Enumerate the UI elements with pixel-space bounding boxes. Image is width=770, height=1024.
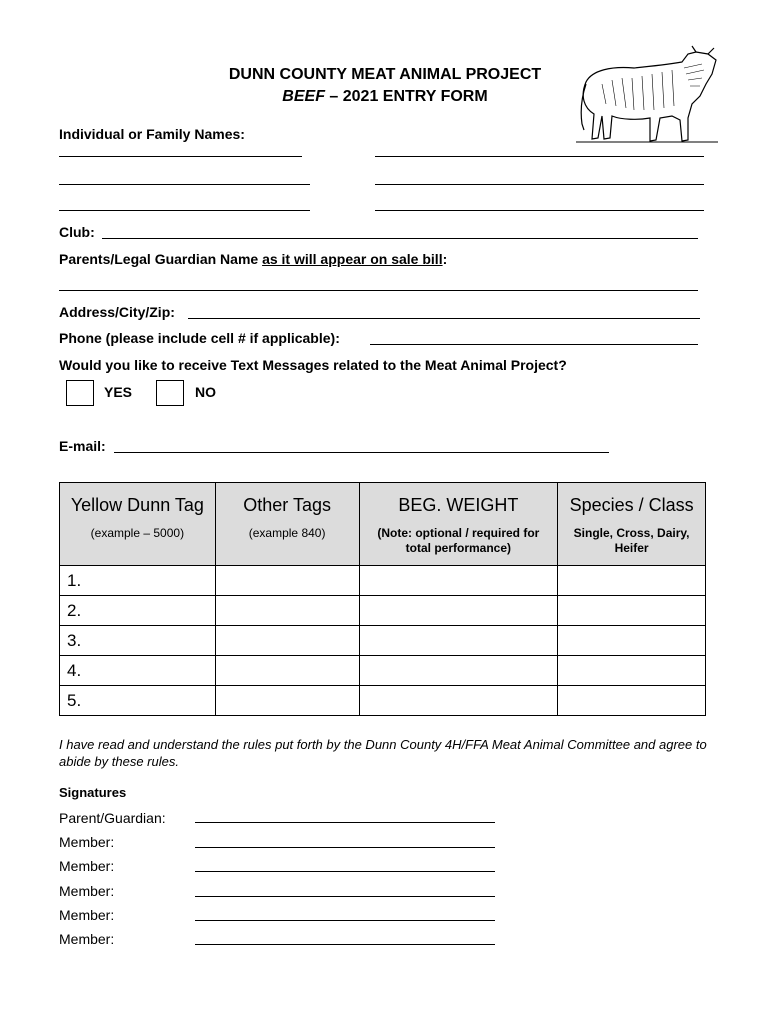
col-header-title: Yellow Dunn Tag — [70, 495, 204, 515]
parents-label-colon: : — [442, 251, 448, 267]
form-title: DUNN COUNTY MEAT ANIMAL PROJECT — [228, 66, 542, 83]
other-tags-cell[interactable] — [215, 626, 359, 656]
weight-cell[interactable] — [359, 656, 558, 686]
row-number[interactable]: 5. — [60, 686, 216, 716]
signature-line-member-5[interactable] — [195, 944, 495, 945]
address-label: Address/City/Zip: — [59, 304, 175, 320]
weight-cell[interactable] — [359, 686, 558, 716]
no-checkbox[interactable] — [156, 380, 184, 406]
address-field[interactable] — [188, 318, 700, 319]
signature-line-member-4[interactable] — [195, 920, 495, 921]
email-label: E-mail: — [59, 438, 106, 454]
table-row — [60, 656, 706, 686]
row-number[interactable]: 2. — [60, 596, 216, 626]
signature-label-member: Member: — [59, 883, 115, 899]
other-tags-cell[interactable] — [215, 596, 359, 626]
species-cell[interactable] — [558, 566, 706, 596]
weight-cell[interactable] — [359, 566, 558, 596]
signature-line-member-2[interactable] — [195, 871, 495, 872]
species-cell[interactable] — [558, 626, 706, 656]
parents-label — [59, 251, 447, 267]
names-label: Individual or Family Names: — [59, 126, 245, 142]
yes-label: YES — [104, 384, 133, 400]
other-tags-cell[interactable] — [215, 686, 359, 716]
signature-label-member: Member: — [59, 858, 115, 874]
phone-label: Phone (please include cell # if applicable): — [59, 330, 340, 346]
name-field-2[interactable] — [375, 156, 704, 157]
other-tags-cell[interactable] — [215, 656, 359, 686]
email-field[interactable] — [114, 452, 609, 453]
signatures-heading: Signatures — [59, 785, 127, 800]
species-cell[interactable] — [558, 686, 706, 716]
col-header-title: Other Tags — [243, 495, 331, 515]
signature-line-member-3[interactable] — [195, 896, 495, 897]
weight-cell[interactable] — [359, 626, 558, 656]
col-header-species-class — [558, 483, 706, 566]
col-header-note: Single, Cross, Dairy, Heifer — [573, 526, 690, 555]
name-field-4[interactable] — [375, 184, 704, 185]
row-number[interactable]: 4. — [60, 656, 216, 686]
table-row — [60, 566, 706, 596]
agreement-text: I have read and understand the rules put forth by the Dunn County 4H/FFA Meat Animal Committee and agree to abide by these rules. — [59, 737, 707, 769]
signature-label-member: Member: — [59, 931, 115, 947]
signature-line-parent[interactable] — [195, 822, 495, 823]
phone-field[interactable] — [370, 344, 698, 345]
name-field-3[interactable] — [59, 184, 310, 185]
col-header-note: (example – 5000) — [90, 526, 185, 540]
parents-field[interactable] — [59, 290, 698, 291]
name-field-1[interactable] — [59, 156, 302, 157]
table-header-row — [60, 483, 706, 566]
col-header-other-tags — [215, 483, 359, 566]
weight-cell[interactable] — [359, 596, 558, 626]
signature-label-member: Member: — [59, 907, 115, 923]
signature-line-member-1[interactable] — [195, 847, 495, 848]
parents-label-underlined: as it will appear on sale bill — [262, 251, 443, 267]
name-field-5[interactable] — [59, 210, 310, 211]
col-header-title: Species / Class — [569, 495, 694, 515]
table-row — [60, 596, 706, 626]
club-label: Club: — [59, 224, 95, 240]
form-subtitle-rest: – 2021 ENTRY FORM — [324, 88, 488, 105]
row-number[interactable]: 3. — [60, 626, 216, 656]
signature-label-parent: Parent/Guardian: — [59, 810, 166, 826]
col-header-note: (Note: optional / required for total performance) — [377, 526, 540, 555]
table-row — [60, 626, 706, 656]
col-header-title: BEG. WEIGHT — [398, 495, 519, 515]
parents-label-text: Parents/Legal Guardian Name — [59, 251, 263, 267]
species-cell[interactable] — [558, 656, 706, 686]
yes-checkbox[interactable] — [66, 380, 94, 406]
col-header-beg-weight — [359, 483, 558, 566]
cow-illustration — [572, 44, 722, 150]
name-field-6[interactable] — [375, 210, 704, 211]
other-tags-cell[interactable] — [215, 566, 359, 596]
no-label: NO — [195, 384, 216, 400]
col-header-yellow-dunn-tag — [60, 483, 216, 566]
species-cell[interactable] — [558, 596, 706, 626]
row-number[interactable]: 1. — [60, 566, 216, 596]
signature-label-member: Member: — [59, 834, 115, 850]
col-header-note: (example 840) — [248, 526, 326, 540]
entry-table — [59, 482, 706, 716]
text-question: Would you like to receive Text Messages related to the Meat Animal Project? — [59, 357, 567, 373]
species-label: BEEF — [282, 88, 325, 105]
club-field[interactable] — [102, 238, 698, 239]
table-row — [60, 686, 706, 716]
